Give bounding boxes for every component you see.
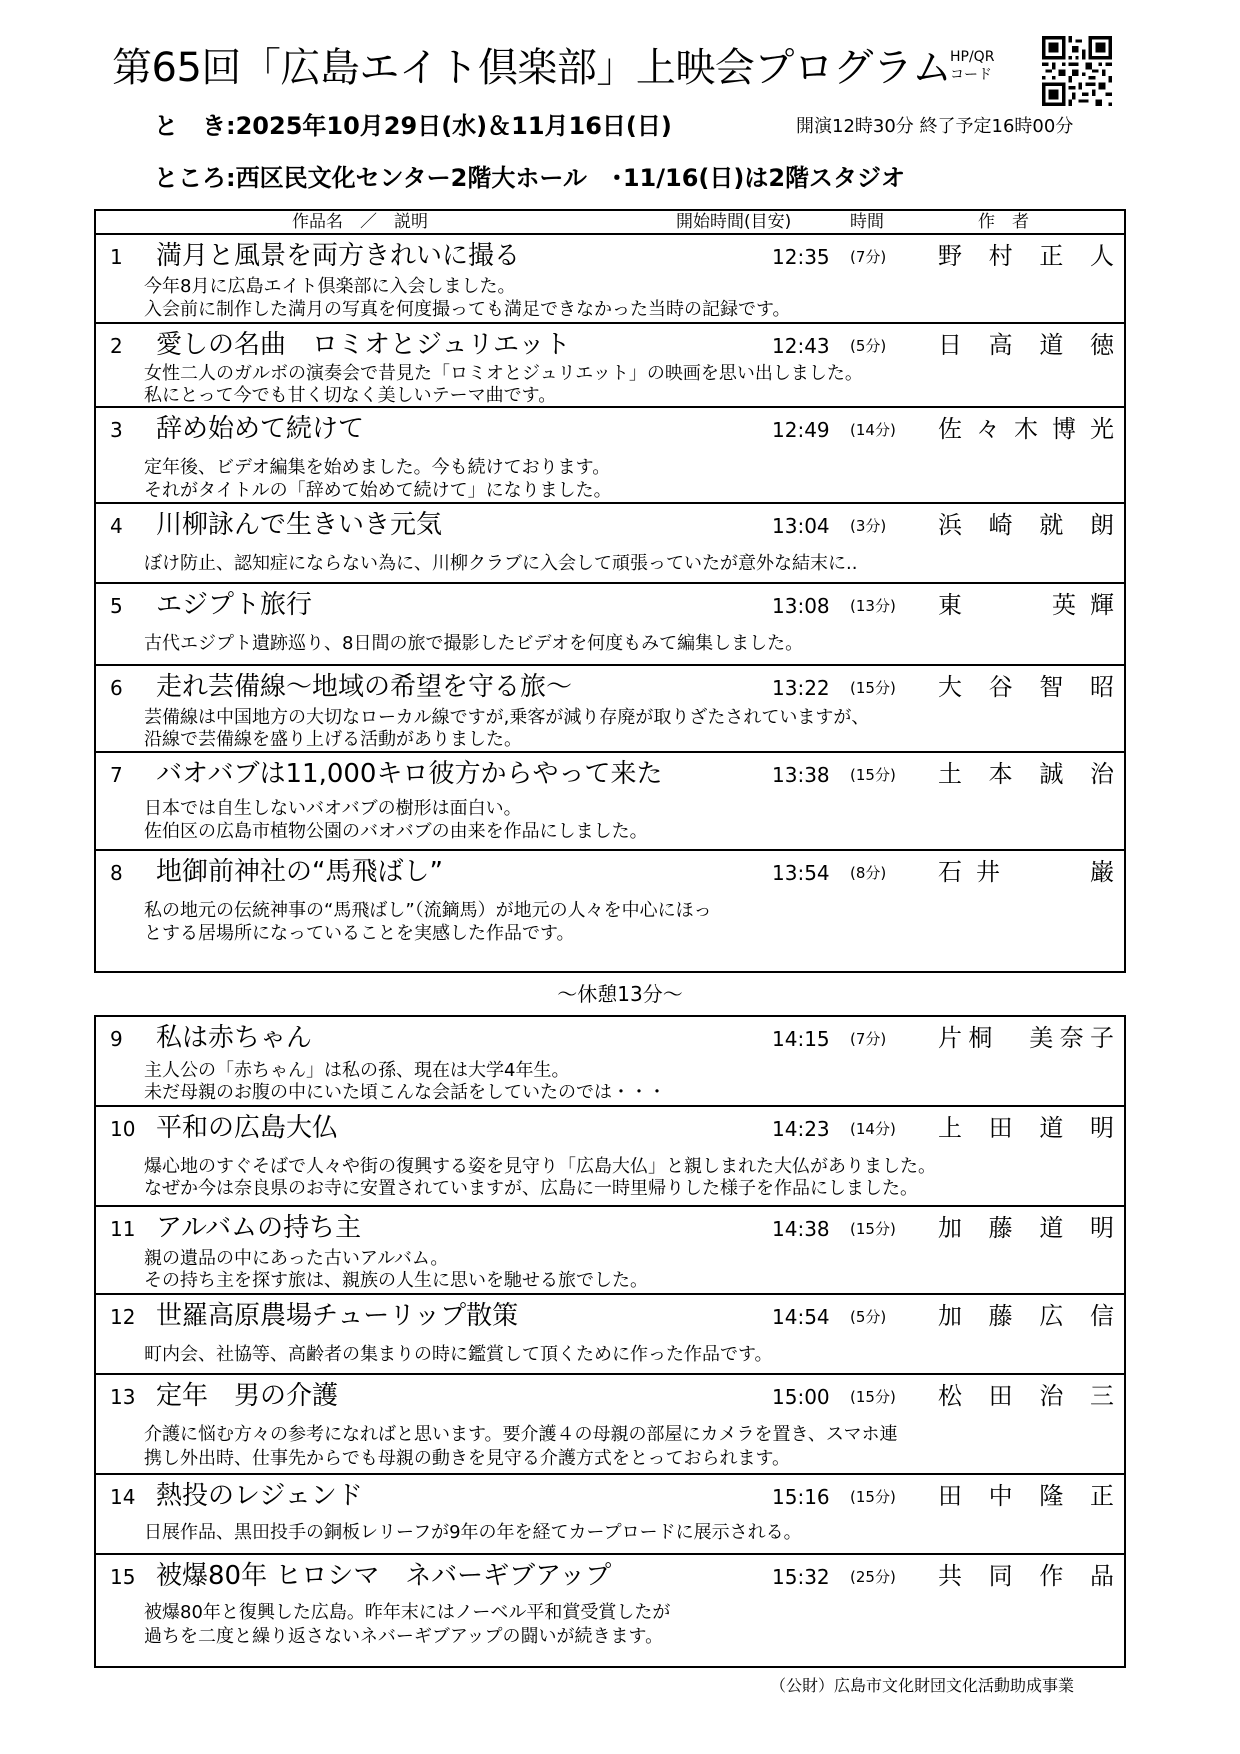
program-author: 土本誠治 (938, 760, 1114, 788)
program-number: 9 (110, 1027, 123, 1051)
intermission-label: ～休憩13分～ (557, 982, 683, 1006)
program-duration: (14分) (850, 1120, 896, 1138)
header-title: 作品名 ／ 説明 (292, 212, 428, 232)
program-description: 日本では自生しないバオバブの樹形は面白い。 (144, 798, 522, 819)
program-row (96, 666, 1124, 753)
program-author: 共同作品 (938, 1562, 1114, 1590)
program-number: 15 (110, 1565, 136, 1589)
program-author: 浜崎就朗 (938, 511, 1114, 539)
program-row (96, 1107, 1124, 1207)
program-title: 愛しの名曲 ロミオとジュリエット (156, 330, 571, 360)
program-author: 田中隆正 (938, 1482, 1114, 1510)
program-row (96, 584, 1124, 666)
program-row (96, 324, 1124, 408)
program-start: 15:16 (772, 1485, 830, 1509)
program-description: 私の地元の伝統神事の“馬飛ばし”（流鏑馬）が地元の人々を中心にほっ (144, 900, 712, 921)
program-start: 15:00 (772, 1385, 830, 1409)
program-start: 13:08 (772, 594, 830, 618)
program-duration: (5分) (850, 1308, 887, 1326)
program-author: 加藤道明 (938, 1214, 1114, 1242)
program-description: 主人公の「赤ちゃん」は私の孫、現在は大学4年生。 (144, 1060, 570, 1081)
program-start: 13:54 (772, 861, 830, 885)
program-start: 15:32 (772, 1565, 830, 1589)
program-number: 3 (110, 418, 123, 442)
program-description: 爆心地のすぐそばで人々や街の復興する姿を見守り「広島大仏」と親しまれた大仏がありました。 (144, 1156, 936, 1177)
program-title: 走れ芸備線～地域の希望を守る旅～ (156, 672, 573, 702)
program-description: 被爆80年と復興した広島。昨年末にはノーベル平和賞受賞したが (144, 1602, 671, 1623)
program-author: 大谷智昭 (938, 673, 1114, 701)
program-author: 野村正人 (938, 242, 1114, 270)
program-duration: (25分) (850, 1568, 896, 1586)
program-row (96, 753, 1124, 851)
header-start: 開始時間(目安) (676, 212, 792, 232)
program-number: 7 (110, 763, 123, 787)
program-description: ぼけ防止、認知症にならない為に、川柳クラブに入会して頑張っていたが意外な結末に.. (144, 553, 858, 574)
program-description: 今年8月に広島エイト倶楽部に入会しました。 (144, 276, 516, 297)
program-title: 川柳詠んで生きいき元気 (156, 510, 443, 540)
program-duration: (15分) (850, 679, 896, 697)
sponsor-note: （公財）広島市文化財団文化活動助成事業 (770, 1676, 1075, 1695)
program-description: とする居場所になっていることを実感した作品です。 (144, 923, 575, 944)
program-title: 私は赤ちゃん (156, 1023, 313, 1053)
program-author: 佐々木博光 (938, 415, 1114, 443)
program-number: 1 (110, 245, 123, 269)
program-description: 女性二人のガルボの演奏会で昔見た「ロミオとジュリエット」の映画を思い出しました。 (144, 363, 863, 384)
qr-label (950, 48, 994, 84)
program-start: 13:38 (772, 763, 830, 787)
program-number: 11 (110, 1217, 136, 1241)
program-title: 平和の広島大仏 (156, 1113, 339, 1143)
program-description: 親の遺品の中にあった古いアルバム。 (144, 1248, 449, 1269)
program-number: 5 (110, 594, 123, 618)
program-row (96, 1017, 1124, 1107)
program-author: 東 英輝 (938, 591, 1114, 619)
program-title: 世羅高原農場チューリップ散策 (156, 1301, 519, 1331)
program-row (96, 851, 1124, 949)
program-duration: (15分) (850, 766, 896, 784)
program-number: 6 (110, 676, 123, 700)
event-time-note: 開演12時30分 終了予定16時00分 (796, 116, 1074, 137)
program-author: 日高道徳 (938, 331, 1114, 359)
program-description: 芸備線は中国地方の大切なローカル線ですが,乗客が減り存廃が取りざたされていますが、 (144, 707, 870, 728)
program-duration: (13分) (850, 597, 896, 615)
program-row (96, 1375, 1124, 1475)
program-duration: (7分) (850, 248, 887, 266)
program-table-1 (94, 209, 1126, 973)
program-start: 12:35 (772, 245, 830, 269)
program-start: 12:43 (772, 334, 830, 358)
header-author: 作 者 (978, 212, 1029, 232)
qr-code-icon[interactable] (1042, 36, 1112, 106)
program-duration: (15分) (850, 1388, 896, 1406)
program-description: 沿線で芸備線を盛り上げる活動がありました。 (144, 729, 522, 750)
program-title: アルバムの持ち主 (156, 1213, 362, 1243)
table-header (96, 211, 1124, 235)
program-number: 8 (110, 861, 123, 885)
program-duration: (15分) (850, 1488, 896, 1506)
program-number: 4 (110, 514, 123, 538)
program-description: 日展作品、黒田投手の銅板レリーフが9年の年を経てカープロードに展示される。 (144, 1522, 802, 1543)
program-description: 過ちを二度と繰り返さないネバーギブアップの闘いが続きます。 (144, 1626, 664, 1647)
program-start: 14:38 (772, 1217, 830, 1241)
program-description: 町内会、社協等、高齢者の集まりの時に鑑賞して頂くために作った作品です。 (144, 1344, 773, 1365)
program-row (96, 408, 1124, 504)
qr-label-line1: HP/QR (950, 49, 995, 65)
qr-label-line2: コード (950, 67, 992, 83)
program-start: 14:54 (772, 1305, 830, 1329)
program-number: 12 (110, 1305, 136, 1329)
program-row (96, 1475, 1124, 1555)
program-table-2 (94, 1015, 1126, 1668)
program-start: 13:22 (772, 676, 830, 700)
program-duration: (8分) (850, 864, 887, 882)
program-title: 満月と風景を両方きれいに撮る (156, 241, 521, 271)
program-row (96, 1555, 1124, 1662)
program-start: 14:15 (772, 1027, 830, 1051)
program-description: 私にとって今でも甘く切なく美しいテーマ曲です。 (144, 385, 557, 406)
page-title: 第65回「広島エイト倶楽部」上映会プログラム (112, 45, 952, 91)
program-row (96, 504, 1124, 584)
program-description: 介護に悩む方々の参考になればと思います。要介護４の母親の部屋にカメラを置き、スマホ連 (144, 1424, 898, 1445)
program-title: 定年 男の介護 (156, 1381, 339, 1411)
program-title: 辞め始めて続けて (156, 414, 365, 444)
program-number: 2 (110, 334, 123, 358)
program-description: 佐伯区の広島市植物公園のバオバブの由来を作品にしました。 (144, 821, 648, 842)
program-title: 熱投のレジェンド (156, 1481, 363, 1511)
program-duration: (15分) (850, 1220, 896, 1238)
program-title: バオバブは11,000キロ彼方からやって来た (156, 759, 663, 789)
program-description: なぜか今は奈良県のお寺に安置されていますが、広島に一時里帰りした様子を作品にしました。 (144, 1178, 918, 1199)
program-author: 石井 巌 (938, 858, 1114, 886)
program-duration: (7分) (850, 1030, 887, 1048)
header-duration: 時間 (850, 212, 884, 232)
program-description: 古代エジプト遺跡巡り、8日間の旅で撮影したビデオを何度もみて編集しました。 (144, 633, 804, 654)
program-description: 定年後、ビデオ編集を始めました。今も続けております。 (144, 457, 611, 478)
program-start: 13:04 (772, 514, 830, 538)
program-title: 地御前神社の“馬飛ばし” (156, 857, 443, 887)
program-author: 上田道明 (938, 1114, 1114, 1142)
program-description: 未だ母親のお腹の中にいた頃こんな会話をしていたのでは・・・ (144, 1082, 666, 1103)
program-description: その持ち主を探す旅は、親族の人生に思いを馳せる旅でした。 (144, 1270, 648, 1291)
program-description: 携し外出時、仕事先からでも母親の動きを見守る介護方式をとっておられます。 (144, 1448, 791, 1469)
program-number: 14 (110, 1485, 136, 1509)
event-dates: と き:2025年10月29日(水)＆11月16日(日) (154, 112, 672, 140)
program-row (96, 235, 1124, 324)
program-number: 13 (110, 1385, 136, 1409)
program-description: 入会前に制作した満月の写真を何度撮っても満足できなかった当時の記録です。 (144, 299, 791, 320)
program-author: 松田治三 (938, 1382, 1114, 1410)
program-duration: (3分) (850, 517, 887, 535)
program-row (96, 1207, 1124, 1295)
program-description: それがタイトルの「辞めて始めて続けて」になりました。 (144, 480, 612, 501)
program-start: 14:23 (772, 1117, 830, 1141)
program-start: 12:49 (772, 418, 830, 442)
program-title: 被爆80年 ヒロシマ ネバーギブアップ (156, 1561, 612, 1591)
program-author: 加藤広信 (938, 1302, 1114, 1330)
program-row (96, 1295, 1124, 1375)
program-author: 片桐 美奈子 (938, 1024, 1114, 1052)
program-number: 10 (110, 1117, 136, 1141)
event-venue: ところ:西区民文化センター2階大ホール ･11/16(日)は2階スタジオ (154, 164, 906, 192)
program-duration: (5分) (850, 337, 887, 355)
program-duration: (14分) (850, 421, 896, 439)
program-title: エジプト旅行 (156, 590, 313, 620)
